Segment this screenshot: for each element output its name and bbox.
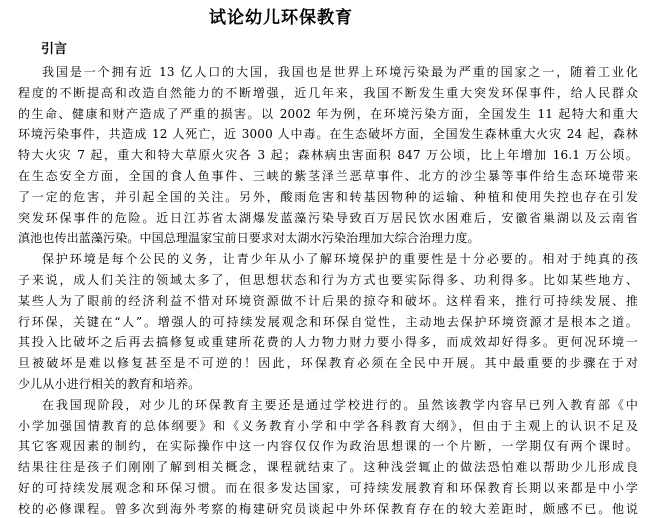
paragraph-line: 少儿从小进行相关的教育和培养。 bbox=[18, 376, 201, 391]
paragraph-line: 某些人为了眼前的经济利益不惜对环境资源做不计后果的掠夺和破坏。这样看来，推行可持续发展、推 bbox=[18, 293, 638, 308]
paragraph-line: 行环保，关键在“人”。增强人的可持续发展观念和环保自觉性，主动地去保护环境资源才是根本之道。 bbox=[18, 314, 638, 329]
paragraph-line: 在生态安全方面，全国的食人鱼事件、三峡的紫茎泽兰恶草事件、北方的沙尘暴等事件给生态环境带来 bbox=[18, 168, 638, 183]
paragraph-line: 其它客观因素的制约，在实际操作中这一内容仅仅作为政治思想课的一个片断，一学期仅有两个课时。 bbox=[18, 439, 638, 454]
paragraph-line: 我国是一个拥有近 13 亿人口的大国，我国也是世界上环境污染最为严重的国家之一，随着工业化 bbox=[42, 65, 638, 79]
paragraph-line: 突发环保事件的危险。近日江苏省太湖爆发蓝藻污染导致百万居民饮水困难后，安徽省巢湖以及云南省 bbox=[18, 210, 638, 225]
paragraph-line: 结果往往是孩子们刚刚了解到相关概念，课程就结束了。这种浅尝辄止的做法恐怕难以帮助少儿形成良 bbox=[18, 460, 638, 475]
paragraph-line: 保护环境是每个公民的义务，让青少年从小了解环境保护的重要性是十分必要的。相对于纯真的孩 bbox=[42, 252, 638, 267]
body-text bbox=[18, 62, 638, 518]
paragraph-line: 滇池也传出蓝藻污染。中国总理温家宝前日要求对太湖水污染治理加大综合治理力度。 bbox=[18, 231, 480, 246]
paragraph-line: 在我国现阶段，对少儿的环保教育主要还是通过学校进行的。虽然该教学内容早已列入教育部《中 bbox=[42, 397, 638, 412]
paragraph-line: 程度的不断提高和改造自然能力的不断增强，近几年来，我国不断发生重大突发环保事件，给人民群众 bbox=[18, 85, 638, 100]
section-heading-intro: 引言 bbox=[41, 42, 68, 57]
paragraph-line: 其投入比破坏之后再去搞修复或重建所花费的人力物力财力要小得多，而成效却好得多。更何况环境一 bbox=[18, 335, 638, 350]
paragraph-line: 环境污染事件，共造成 12 人死亡，近 3000 人中毒。在生态破坏方面，全国发生森林重大火灾 24 起，森林 bbox=[18, 127, 638, 142]
paragraph-line: 的生命、健康和财产造成了严重的损害。以 2002 年为例，在环境污染方面，全国发生 11 起特大和重大 bbox=[18, 106, 638, 121]
document-title: 试论幼儿环保教育 bbox=[209, 8, 353, 28]
paragraph-line: 旦被破坏是难以修复甚至是不可逆的！因此，环保教育必须在全民中开展。其中最重要的步骤在于对 bbox=[18, 356, 638, 371]
paragraph-line: 校的必修课程。曾多次到海外考察的梅建研究员谈起中外环保教育存在的较大差距时，颇感不已。他说 bbox=[18, 501, 638, 516]
paragraph-line: 了一定的危害，并引起全国的关注。另外，酸雨危害和转基因物种的运输、种植和使用失控也存在引发 bbox=[18, 189, 638, 204]
paragraph-line: 特大火灾 7 起，重大和特大草原火灾各 3 起；森林病虫害面积 847 万公顷，比上年增加 16.1 万公顷。 bbox=[18, 148, 638, 163]
paragraph-line: 小学加强国情教育的总体纲要》和《义务教育小学和中学各科教育大纲》，但由于主观上的认识不足及 bbox=[18, 418, 638, 433]
paragraph-line: 好的可持续发展观念和环保习惯。而在很多发达国家，可持续发展教育和环保教育长期以来都是中小学 bbox=[18, 480, 638, 495]
paragraph-line: 子来说，成人们关注的领域太多了，但思想状态和行为方式也要实际得多、功利得多。比如某些地方、 bbox=[18, 272, 638, 287]
